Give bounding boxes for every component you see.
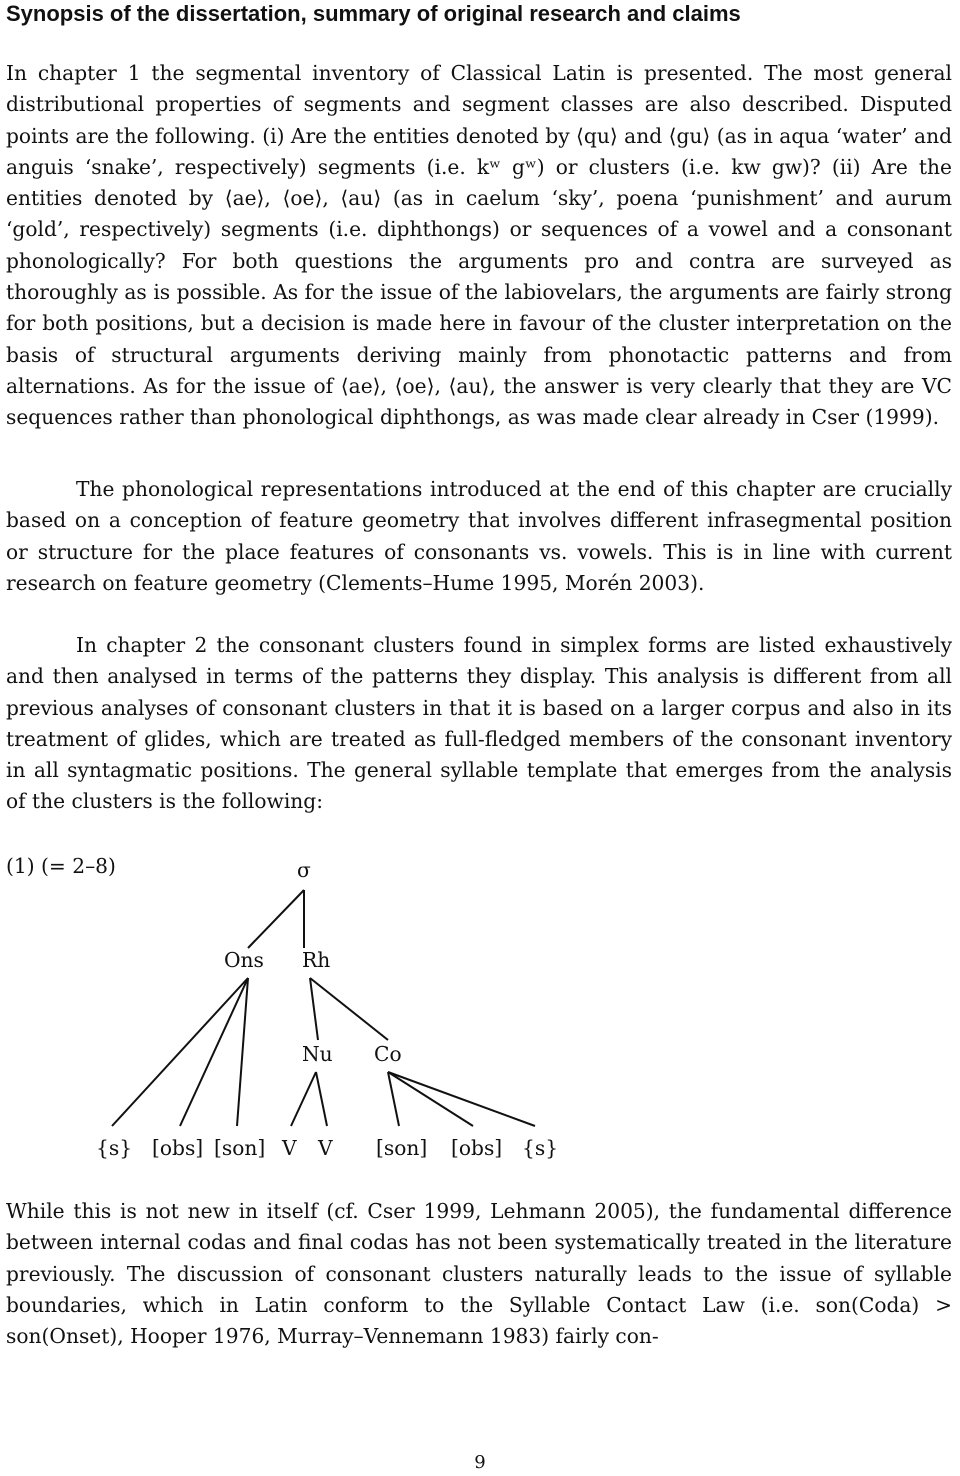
paragraph-3: In chapter 2 the consonant clusters found in simplex forms are listed exhaustively and then analysed in terms of the patterns they display. This analysis is different from all previous analyses of consonant clusters in that it is based on a larger corpus and also in its treatment of glides, which are treated as full-fledged members of the consonant inventory in all syntagmatic positions. The general syllable template that emerges from the analysis of the clusters is the following: bbox=[6, 633, 952, 814]
branch-nucleus-v1 bbox=[291, 1072, 316, 1126]
tree-leaf: [son] bbox=[376, 1136, 428, 1160]
tree-leaf: [obs] bbox=[451, 1136, 503, 1160]
tree-node-onset: Ons bbox=[224, 948, 264, 972]
tree-leaf: V bbox=[282, 1136, 297, 1160]
branch-rhyme-coda bbox=[310, 978, 388, 1040]
branch-nucleus-v2 bbox=[316, 1072, 327, 1126]
paragraph-2: The phonological representations introduced at the end of this chapter are crucially based on a conception of feature geometry that involves different infrasegmental position or structure for the place features of consonants vs. vowels. This is in line with current research on feature geometry (Clements–Hume 1995, Morén 2003). bbox=[6, 477, 952, 595]
tree-node-syllable: σ bbox=[297, 858, 311, 882]
paragraph-1: In chapter 1 the segmental inventory of Classical Latin is presented. The most general distributional properties of segments and segment classes are also described. Disputed points are the following. (i) Are the entities denoted by ⟨qu⟩ and ⟨gu⟩ (as in aqua ‘water’ and anguis ‘snake’, respectively) segments (i.e. kʷ gʷ) or clusters (i.e. kw gw)? (ii) Are the entities denoted by ⟨ae⟩, ⟨oe⟩, ⟨au⟩ (as in caelum ‘sky’, poena ‘punishment’ and aurum ‘gold’, respectively) segments (i.e. diphthongs) or sequences of a vowel and a consonant phonologically? For both questions the arguments pro and contra are surveyed as thoroughly as is possible. As for the issue of the labiovelars, the arguments are fairly strong for both positions, but a decision is made here in favour of the cluster interpretation on the basis of structural arguments deriving mainly from phonotactic patterns and from alternations. As for the issue of ⟨ae⟩, ⟨oe⟩, ⟨au⟩, the answer is very clearly that they are VC sequences rather than phonological diphthongs, as was made clear already in Cser (1999). bbox=[6, 61, 952, 430]
paragraph-4: While this is not new in itself (cf. Cser 1999, Lehmann 2005), the fundamental difference between internal codas and final codas has not been systematically treated in the literature previously. The discussion of consonant clusters naturally leads to the issue of syllable boundaries, which in Latin conform to the Syllable Contact Law (i.e. son(Coda) > son(Onset), Hooper 1976, Murray–Vennemann 1983) fairly con- bbox=[6, 1199, 952, 1349]
page-number: 9 bbox=[474, 1452, 486, 1473]
branch-root-onset bbox=[248, 890, 304, 948]
branch-coda-son bbox=[388, 1072, 399, 1126]
tree-leaf: {s} bbox=[522, 1136, 559, 1160]
tree-leaf: [obs] bbox=[152, 1136, 204, 1160]
tree-node-nucleus: Nu bbox=[302, 1042, 333, 1066]
tree-leaf: {s} bbox=[96, 1136, 133, 1160]
section-heading: Synopsis of the dissertation, summary of original research and claims bbox=[6, 1, 741, 26]
branch-onset-s bbox=[112, 978, 248, 1126]
tree-node-rhyme: Rh bbox=[302, 948, 331, 972]
tree-leaf: V bbox=[318, 1136, 333, 1160]
tree-branches bbox=[0, 840, 960, 1180]
syllable-template-tree bbox=[0, 840, 960, 1180]
example-label: (1) (= 2–8) bbox=[6, 854, 116, 878]
tree-leaf: [son] bbox=[214, 1136, 266, 1160]
branch-rhyme-nucleus bbox=[310, 978, 318, 1040]
tree-node-coda: Co bbox=[374, 1042, 402, 1066]
